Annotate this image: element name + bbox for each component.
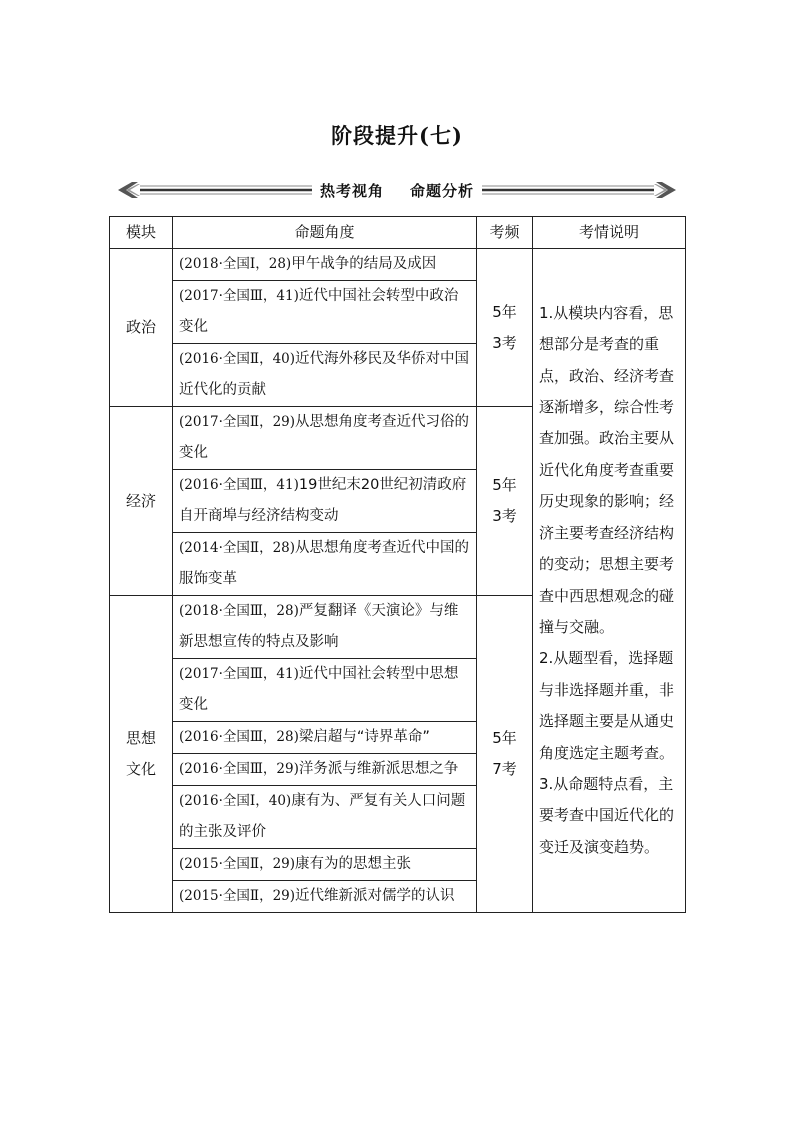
header-frequency: 考频 (477, 217, 533, 249)
table-row (110, 249, 686, 281)
note-1: 1.从模块内容看，思想部分是考查的重点，政治、经济考查逐渐增多，综合性考查加强。政治主要从近代化角度考查重要历史现象的影响；经济主要考查经济结构的变动；思想主要考查中西思想观念的碰撞与交融。 (539, 303, 675, 636)
angle-cell: (2016·全国Ⅲ，29)洋务派与维新派思想之争 (173, 754, 477, 786)
angle-cell: (2017·全国Ⅲ，41)近代中国社会转型中思想变化 (173, 659, 477, 722)
page-title: 阶段提升(七) (331, 123, 463, 148)
module-economy: 经济 (110, 407, 173, 596)
header-angle: 命题角度 (173, 217, 477, 249)
table-header-row (110, 217, 686, 249)
module-politics: 政治 (110, 249, 173, 407)
angle-cell: (2016·全国Ⅱ，40)近代海外移民及华侨对中国近代化的贡献 (173, 344, 477, 407)
exam-analysis-table (109, 216, 686, 913)
frequency-thought-culture: 5年 7考 (477, 596, 533, 913)
angle-cell: (2014·全国Ⅱ，28)从思想角度考查近代中国的服饰变革 (173, 533, 477, 596)
angle-cell: (2015·全国Ⅱ，29)康有为的思想主张 (173, 849, 477, 881)
angle-cell: (2017·全国Ⅱ，29)从思想角度考查近代习俗的变化 (173, 407, 477, 470)
angle-cell: (2017·全国Ⅲ，41)近代中国社会转型中政治变化 (173, 281, 477, 344)
section-banner (118, 177, 676, 203)
angle-cell: (2016·全国Ⅰ，40)康有为、严复有关人口问题的主张及评价 (173, 786, 477, 849)
angle-cell: (2016·全国Ⅲ，41)19世纪末20世纪初清政府自开商埠与经济结构变动 (173, 470, 477, 533)
angle-cell: (2018·全国Ⅲ，28)严复翻译《天演论》与维新思想宣传的特点及影响 (173, 596, 477, 659)
note-2: 2.从题型看，选择题与非选择题并重，非选择题主要是从通史角度选定主题考查。 (539, 649, 675, 762)
frequency-economy: 5年 3考 (477, 407, 533, 596)
banner-right-text: 命题分析 (410, 182, 475, 200)
module-thought-culture: 思想 文化 (110, 596, 173, 913)
banner-left-text: 热考视角 (319, 182, 384, 200)
angle-cell: (2016·全国Ⅲ，28)梁启超与“诗界革命” (173, 722, 477, 754)
header-notes: 考情说明 (533, 217, 686, 249)
note-3: 3.从命题特点看，主要考查中国近代化的变迁及演变趋势。 (539, 774, 675, 856)
frequency-politics: 5年 3考 (477, 249, 533, 407)
notes-cell (533, 249, 686, 913)
angle-cell: (2015·全国Ⅱ，29)近代维新派对儒学的认识 (173, 881, 477, 913)
header-module: 模块 (110, 217, 173, 249)
angle-cell: (2018·全国Ⅰ，28)甲午战争的结局及成因 (173, 249, 477, 281)
